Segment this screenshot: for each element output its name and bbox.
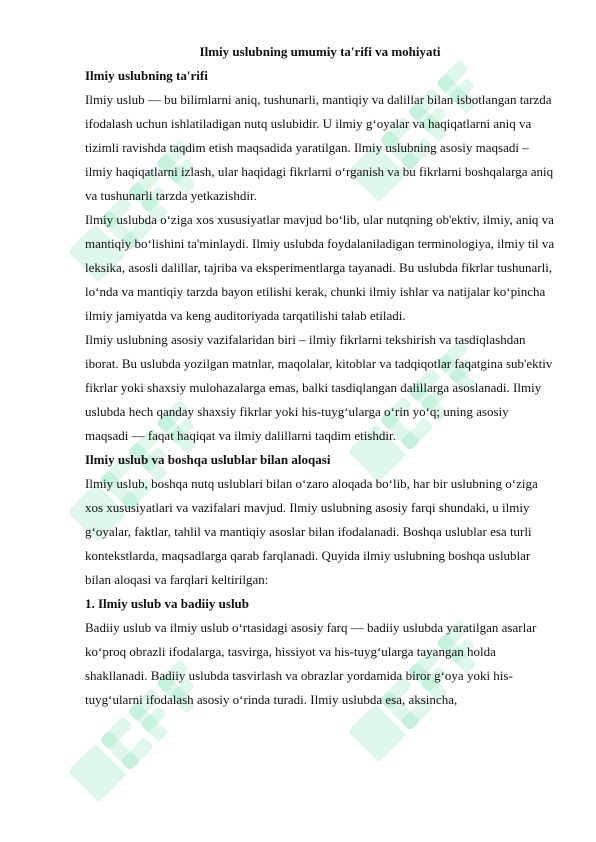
paragraph: Ilmiy uslub — bu bilimlarni aniq, tushunarli, mantiqiy va dalillar bilan isbotlangan tarzda ifodalash uchun ishlatiladigan nutq uslubidir. U ilmiy g‘oyalar va haqiqatlarni aniq va tizimli ravishda taqdim etish maqsadida yaratilgan. Ilmiy uslubning asosiy maqsadi – ilmiy haqiqatlarni izlash, ular haqidagi fikrlarni o‘rganish va bu fikrlarni boshqalarga aniq va tushunarli tarzda yetkazishdir. (85, 92, 554, 203)
paragraph: Badiiy uslub va ilmiy uslub o‘rtasidagi asosiy farq — badiiy uslubda yaratilgan asarlar ko‘proq obrazli ifodalarga, tasvirga, hissiyot va his-tuyg‘ularga tayangan holda shakllanadi. Badiiy uslubda tasvirlash va obrazlar yordamida biror g‘oya yoki his-tuyg‘ularni ifodalash asosiy o‘rinda turadi. Ilmiy uslubda esa, aksincha, (85, 620, 537, 707)
section-heading: Ilmiy uslubning ta'rifi (85, 68, 208, 83)
document-title: Ilmiy uslubning umumiy ta'rifi va mohiyati (199, 44, 441, 59)
document-page (85, 40, 555, 712)
paragraph: Ilmiy uslub, boshqa nutq uslublari bilan o‘zaro aloqada bo‘lib, har bir uslubning o‘ziga xos xususiyatlari va vazifalari mavjud. Ilmiy uslubning asosiy farqi shundaki, u ilmiy g‘oyalar, faktlar, tahlil va mantiqiy asoslar bilan ifodalanadi. Boshqa uslublar esa turli kontekstlarda, maqsadlarga qarab farqlanadi. Quyida ilmiy uslubning boshqa uslublar bilan aloqasi va farqlari keltirilgan: (85, 476, 538, 587)
paragraph: Ilmiy uslubda o‘ziga xos xususiyatlar mavjud bo‘lib, ular nutqning ob'ektiv, ilmiy, aniq va mantiqiy bo‘lishini ta'minlaydi. Ilmiy uslubda foydalaniladigan terminologiya, ilmiy til va leksika, asosli dalillar, tajriba va eksperimentlarga tayanadi. Bu uslubda fikrlar tushunarli, lo‘nda va mantiqiy tarzda bayon etilishi kerak, chunki ilmiy ishlar va natijalar ko‘pincha ilmiy jamiyatda va keng auditoriyada tarqatilishi talab etiladi. (85, 212, 555, 323)
section-heading: Ilmiy uslub va boshqa uslublar bilan aloqasi (85, 452, 331, 467)
document-body (85, 64, 555, 712)
paragraph: Ilmiy uslubning asosiy vazifalaridan biri – ilmiy fikrlarni tekshirish va tasdiqlashdan iborat. Bu uslubda yozilgan matnlar, maqolalar, kitoblar va tadqiqotlar faqatgina sub'ektiv fikrlar yoki shaxsiy mulohazalarga emas, balki tasdiqlangan dalillarga asoslanadi. Ilmiy uslubda hech qanday shaxsiy fikrlar yoki his-tuyg‘ularga o‘rin yo‘q; uning asosiy maqsadi — faqat haqiqat va ilmiy dalillarni taqdim etishdir. (85, 332, 553, 443)
section-heading: 1. Ilmiy uslub va badiiy uslub (85, 596, 250, 611)
